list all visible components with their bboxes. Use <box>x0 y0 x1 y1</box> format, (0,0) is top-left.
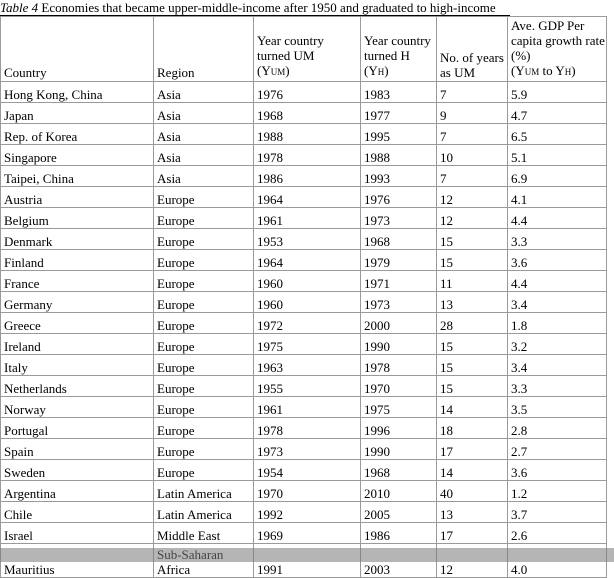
table-title: Economies that became upper-middle-income after 1950 and graduated to high-income <box>38 0 496 15</box>
cell-growth: 2.8 <box>508 418 607 439</box>
cell-years-um: 9 <box>437 103 508 124</box>
cell-year-um: 1978 <box>254 418 361 439</box>
cell-year-um: 1964 <box>254 187 361 208</box>
cell-year-h: 1986 <box>361 523 437 544</box>
cell-year-h: 1995 <box>361 124 437 145</box>
cell-year-um: 1970 <box>254 481 361 502</box>
table-row <box>1 439 607 460</box>
cell-year-h: 2003 <box>361 544 437 578</box>
cell-country: Hong Kong, China <box>1 82 154 103</box>
cell-growth: 3.4 <box>508 355 607 376</box>
cell-region: Europe <box>154 271 254 292</box>
cell-year-um: 1955 <box>254 376 361 397</box>
cell-country: Norway <box>1 397 154 418</box>
cell-growth: 3.6 <box>508 250 607 271</box>
cell-year-h: 1983 <box>361 82 437 103</box>
cell-region: Europe <box>154 376 254 397</box>
cell-year-h: 1973 <box>361 292 437 313</box>
header-year-um: Year country turned UM (YUM) <box>254 17 361 82</box>
cell-region: Asia <box>154 145 254 166</box>
cell-growth: 4.4 <box>508 208 607 229</box>
cell-year-h: 1990 <box>361 334 437 355</box>
cell-years-um: 15 <box>437 376 508 397</box>
cell-year-h: 1971 <box>361 271 437 292</box>
cell-growth: 3.7 <box>508 502 607 523</box>
cell-year-h: 1968 <box>361 460 437 481</box>
cell-country: Denmark <box>1 229 154 250</box>
header-year-h: Year country turned H (YH) <box>361 17 437 82</box>
cell-years-um: 15 <box>437 355 508 376</box>
cell-year-um: 1988 <box>254 124 361 145</box>
cell-growth: 4.4 <box>508 271 607 292</box>
cell-year-h: 1976 <box>361 187 437 208</box>
cell-years-um: 17 <box>437 439 508 460</box>
cell-country: Singapore <box>1 145 154 166</box>
cell-year-um: 1968 <box>254 103 361 124</box>
cell-growth: 5.1 <box>508 145 607 166</box>
cell-growth: 6.5 <box>508 124 607 145</box>
table-label: Table 4 <box>0 0 39 15</box>
header-growth: Ave. GDP Per capita growth rate (%) (YUM to YH) <box>508 17 607 82</box>
cell-years-um: 17 <box>437 523 508 544</box>
cell-region: Europe <box>154 460 254 481</box>
cell-region: Latin America <box>154 481 254 502</box>
cell-year-h: 1977 <box>361 103 437 124</box>
cell-growth: 3.5 <box>508 397 607 418</box>
cell-region: Europe <box>154 208 254 229</box>
cell-country: Japan <box>1 103 154 124</box>
table-row <box>1 376 607 397</box>
table-row <box>1 229 607 250</box>
cell-region: Middle East <box>154 523 254 544</box>
cell-year-h: 1968 <box>361 229 437 250</box>
cell-region: Asia <box>154 82 254 103</box>
cell-year-h: 1990 <box>361 439 437 460</box>
cell-growth: 3.4 <box>508 292 607 313</box>
cell-country: Argentina <box>1 481 154 502</box>
cell-country: Belgium <box>1 208 154 229</box>
cell-year-um: 1992 <box>254 502 361 523</box>
table-row <box>1 523 607 544</box>
table-row <box>1 103 607 124</box>
cell-region: Europe <box>154 313 254 334</box>
cell-country: Chile <box>1 502 154 523</box>
cell-country: Taipei, China <box>1 166 154 187</box>
cell-year-um: 1964 <box>254 250 361 271</box>
cell-country: Greece <box>1 313 154 334</box>
cell-years-um: 7 <box>437 82 508 103</box>
header-country: Country <box>1 17 154 82</box>
cell-country: Ireland <box>1 334 154 355</box>
cell-years-um: 12 <box>437 208 508 229</box>
cell-year-um: 1960 <box>254 271 361 292</box>
table-row <box>1 397 607 418</box>
cell-year-h: 1978 <box>361 355 437 376</box>
cell-years-um: 10 <box>437 145 508 166</box>
cell-growth: 5.9 <box>508 82 607 103</box>
cell-region: Europe <box>154 418 254 439</box>
cell-years-um: 12 <box>437 544 508 578</box>
cell-growth: 4.7 <box>508 103 607 124</box>
cell-country: Germany <box>1 292 154 313</box>
scan-shadow-band <box>0 548 614 562</box>
table-row <box>1 292 607 313</box>
cell-region: Europe <box>154 334 254 355</box>
cell-country: Rep. of Korea <box>1 124 154 145</box>
cell-growth: 6.9 <box>508 166 607 187</box>
cell-country: Austria <box>1 187 154 208</box>
cell-year-um: 1963 <box>254 355 361 376</box>
cell-year-um: 1978 <box>254 145 361 166</box>
table-row <box>1 355 607 376</box>
cell-year-h: 2005 <box>361 502 437 523</box>
cell-years-um: 13 <box>437 502 508 523</box>
cell-year-h: 1975 <box>361 397 437 418</box>
table-row <box>1 313 607 334</box>
cell-growth: 3.6 <box>508 460 607 481</box>
cell-year-um: 1953 <box>254 229 361 250</box>
cell-country: France <box>1 271 154 292</box>
cell-growth: 1.8 <box>508 313 607 334</box>
cell-country: Sweden <box>1 460 154 481</box>
cell-year-um: 1976 <box>254 82 361 103</box>
cell-year-um: 1975 <box>254 334 361 355</box>
cell-year-h: 1973 <box>361 208 437 229</box>
cell-region: Europe <box>154 397 254 418</box>
cell-year-um: 1986 <box>254 166 361 187</box>
table-row <box>1 334 607 355</box>
cell-growth: 2.7 <box>508 439 607 460</box>
table-row <box>1 187 607 208</box>
cell-region: Asia <box>154 166 254 187</box>
cell-region: Asia <box>154 103 254 124</box>
cell-year-h: 1970 <box>361 376 437 397</box>
cell-growth: 3.2 <box>508 334 607 355</box>
cell-region: Asia <box>154 124 254 145</box>
cell-region: Europe <box>154 187 254 208</box>
cell-year-um: 1961 <box>254 208 361 229</box>
cell-country: Finland <box>1 250 154 271</box>
cell-years-um: 40 <box>437 481 508 502</box>
cell-growth: 3.3 <box>508 229 607 250</box>
cell-year-um: 1972 <box>254 313 361 334</box>
cell-region: Europe <box>154 439 254 460</box>
cell-year-um: 1991 <box>254 544 361 578</box>
cell-country: Mauritius <box>1 544 154 578</box>
header-years-as-um: No. of years as UM <box>437 17 508 82</box>
table-caption <box>0 0 614 16</box>
cell-years-um: 12 <box>437 187 508 208</box>
cell-country: Israel <box>1 523 154 544</box>
table-row <box>1 145 607 166</box>
cell-years-um: 15 <box>437 229 508 250</box>
cell-region: Europe <box>154 250 254 271</box>
table-row <box>1 481 607 502</box>
cell-years-um: 14 <box>437 460 508 481</box>
cell-growth: 1.2 <box>508 481 607 502</box>
cell-year-h: 2010 <box>361 481 437 502</box>
cell-years-um: 7 <box>437 124 508 145</box>
cell-years-um: 14 <box>437 397 508 418</box>
table-row <box>1 124 607 145</box>
cell-years-um: 18 <box>437 418 508 439</box>
cell-region: Europe <box>154 355 254 376</box>
cell-country: Spain <box>1 439 154 460</box>
cell-country: Netherlands <box>1 376 154 397</box>
header-row <box>1 17 607 82</box>
cell-year-um: 1961 <box>254 397 361 418</box>
cell-year-um: 1969 <box>254 523 361 544</box>
table-row <box>1 250 607 271</box>
cell-country: Portugal <box>1 418 154 439</box>
cell-years-um: 28 <box>437 313 508 334</box>
table-row <box>1 418 607 439</box>
table-row <box>1 502 607 523</box>
cell-years-um: 7 <box>437 166 508 187</box>
cell-region: Europe <box>154 229 254 250</box>
cell-year-h: 1979 <box>361 250 437 271</box>
cell-year-h: 1993 <box>361 166 437 187</box>
cell-growth: 2.6 <box>508 523 607 544</box>
cell-year-um: 1960 <box>254 292 361 313</box>
cell-region: Africa <box>154 544 254 578</box>
table-row <box>1 460 607 481</box>
cell-years-um: 11 <box>437 271 508 292</box>
table-row <box>1 82 607 103</box>
cell-years-um: 15 <box>437 334 508 355</box>
cell-region: Europe <box>154 292 254 313</box>
cell-country: Italy <box>1 355 154 376</box>
cell-year-h: 2000 <box>361 313 437 334</box>
cell-growth: 3.3 <box>508 376 607 397</box>
table-row <box>1 166 607 187</box>
cell-region: Latin America <box>154 502 254 523</box>
header-region: Region <box>154 17 254 82</box>
cell-growth: 4.1 <box>508 187 607 208</box>
table-row <box>1 271 607 292</box>
cell-years-um: 15 <box>437 250 508 271</box>
table-row <box>1 208 607 229</box>
economies-table <box>0 16 607 578</box>
cell-years-um: 13 <box>437 292 508 313</box>
cell-year-h: 1996 <box>361 418 437 439</box>
cell-year-h: 1988 <box>361 145 437 166</box>
cell-growth: 4.0 <box>508 544 607 578</box>
cell-year-um: 1973 <box>254 439 361 460</box>
cell-year-um: 1954 <box>254 460 361 481</box>
